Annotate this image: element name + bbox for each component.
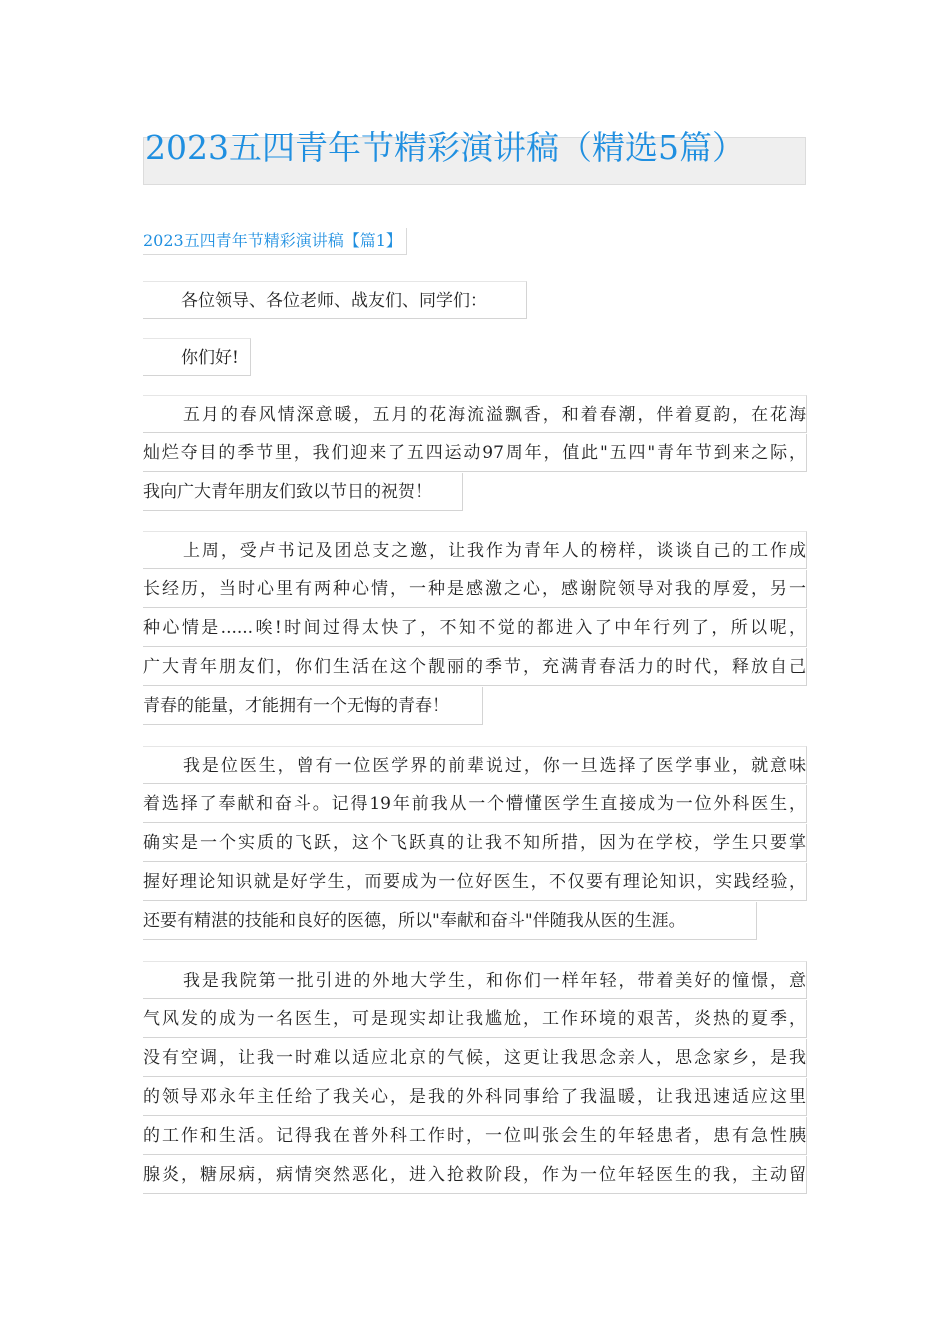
paragraph-line: 灿烂夺目的季节里，我们迎来了五四运动97周年，值此"五四"青年节到来之际，: [143, 434, 807, 472]
paragraph-line: 确实是一个实质的飞跃，这个飞跃真的让我不知所措，因为在学校，学生只要掌: [143, 824, 807, 862]
paragraph-line: 的领导邓永年主任给了我关心，是我的外科同事给了我温暖，让我迅速适应这里: [143, 1078, 807, 1116]
paragraph-line: 气风发的成为一名医生，可是现实却让我尴尬，工作环境的艰苦，炎热的夏季，: [143, 1000, 807, 1038]
paragraph-line: 种心情是......唉!时间过得太快了，不知不觉的都进入了中年行列了，所以呢，: [143, 609, 807, 647]
paragraph-line: 广大青年朋友们，你们生活在这个靓丽的季节，充满青春活力的时代，释放自己: [143, 648, 807, 686]
paragraph-line: 我向广大青年朋友们致以节日的祝贺！: [143, 473, 463, 511]
paragraph-line: 我是位医生，曾有一位医学界的前辈说过，你一旦选择了医学事业，就意味: [143, 746, 807, 784]
document-title: 2023五四青年节精彩演讲稿（精选5篇）: [145, 128, 745, 167]
paragraph-line: 我是我院第一批引进的外地大学生，和你们一样年轻，带着美好的憧憬，意: [143, 961, 807, 999]
section-heading: 2023五四青年节精彩演讲稿【篇1】: [143, 228, 407, 255]
paragraph-line: 握好理论知识就是好学生，而要成为一位好医生，不仅要有理论知识，实践经验，: [143, 863, 807, 901]
paragraph-line: 各位领导、各位老师、战友们、同学们：: [143, 281, 527, 319]
paragraph-line: 的工作和生活。记得我在普外科工作时，一位叫张会生的年轻患者，患有急性胰: [143, 1117, 807, 1155]
paragraph-line: 还要有精湛的技能和良好的医德，所以"奉献和奋斗"伴随我从医的生涯。: [143, 902, 757, 940]
paragraph-line: 着选择了奉献和奋斗。记得19年前我从一个懵懂医学生直接成为一位外科医生，: [143, 785, 807, 823]
paragraph-line: 上周，受卢书记及团总支之邀，让我作为青年人的榜样，谈谈自己的工作成: [143, 531, 807, 569]
paragraph-line: 五月的春风情深意暖，五月的花海流溢飘香，和着春潮，伴着夏韵，在花海: [143, 395, 807, 433]
paragraph-line: 长经历，当时心里有两种心情，一种是感激之心，感谢院领导对我的厚爱，另一: [143, 570, 807, 608]
paragraph-line: 青春的能量，才能拥有一个无悔的青春！: [143, 687, 483, 725]
paragraph-line: 你们好!: [143, 338, 251, 376]
paragraph-line: 没有空调，让我一时难以适应北京的气候，这更让我思念亲人，思念家乡，是我: [143, 1039, 807, 1077]
paragraph-line: 腺炎，糖尿病，病情突然恶化，进入抢救阶段，作为一位年轻医生的我，主动留: [143, 1156, 807, 1194]
